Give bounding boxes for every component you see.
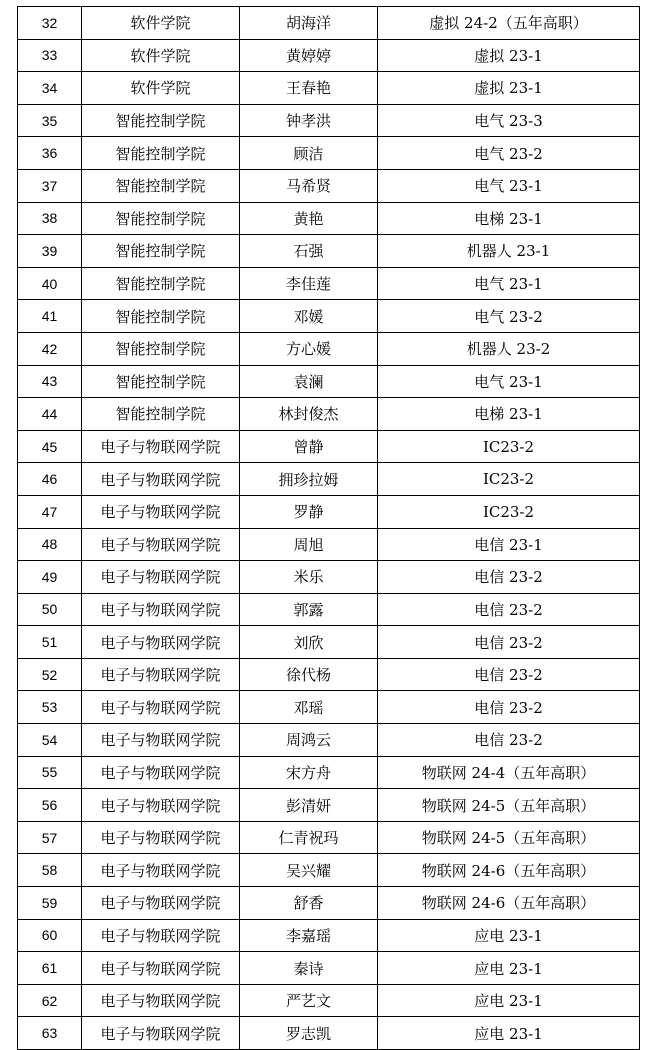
class-cell: 电信 23-2 — [378, 593, 640, 626]
row-number-cell: 45 — [18, 430, 82, 463]
student-name-cell: 林封俊杰 — [240, 398, 378, 431]
table-row — [18, 626, 640, 659]
row-number-cell: 41 — [18, 300, 82, 333]
student-name-cell: 黄婷婷 — [240, 39, 378, 72]
class-cell: 电信 23-1 — [378, 528, 640, 561]
student-name-cell: 秦诗 — [240, 952, 378, 985]
student-name-cell: 郭露 — [240, 593, 378, 626]
row-number-cell: 62 — [18, 984, 82, 1017]
table-row — [18, 789, 640, 822]
row-number-cell: 39 — [18, 235, 82, 268]
class-cell: 应电 23-1 — [378, 984, 640, 1017]
student-name-cell: 李嘉瑶 — [240, 919, 378, 952]
student-name-cell: 黄艳 — [240, 202, 378, 235]
college-cell: 智能控制学院 — [82, 332, 240, 365]
row-number-cell: 55 — [18, 756, 82, 789]
college-cell: 电子与物联网学院 — [82, 528, 240, 561]
class-cell: 电气 23-1 — [378, 267, 640, 300]
student-name-cell: 马希贤 — [240, 169, 378, 202]
table-row — [18, 463, 640, 496]
row-number-cell: 33 — [18, 39, 82, 72]
document-page — [17, 6, 640, 1050]
table-row — [18, 495, 640, 528]
college-cell: 智能控制学院 — [82, 398, 240, 431]
row-number-cell: 51 — [18, 626, 82, 659]
table-row — [18, 952, 640, 985]
college-cell: 电子与物联网学院 — [82, 561, 240, 594]
student-name-cell: 胡海洋 — [240, 7, 378, 40]
table-row — [18, 365, 640, 398]
student-name-cell: 钟孝洪 — [240, 104, 378, 137]
table-row — [18, 39, 640, 72]
college-cell: 智能控制学院 — [82, 169, 240, 202]
table-row — [18, 7, 640, 40]
class-cell: IC23-2 — [378, 495, 640, 528]
row-number-cell: 36 — [18, 137, 82, 170]
college-cell: 智能控制学院 — [82, 202, 240, 235]
row-number-cell: 47 — [18, 495, 82, 528]
college-cell: 电子与物联网学院 — [82, 756, 240, 789]
college-cell: 电子与物联网学院 — [82, 919, 240, 952]
college-cell: 智能控制学院 — [82, 300, 240, 333]
row-number-cell: 35 — [18, 104, 82, 137]
row-number-cell: 59 — [18, 887, 82, 920]
student-name-cell: 曾静 — [240, 430, 378, 463]
student-name-cell: 徐代杨 — [240, 658, 378, 691]
student-name-cell: 仁青祝玛 — [240, 821, 378, 854]
class-cell: 电信 23-2 — [378, 626, 640, 659]
row-number-cell: 44 — [18, 398, 82, 431]
student-name-cell: 宋方舟 — [240, 756, 378, 789]
college-cell: 电子与物联网学院 — [82, 984, 240, 1017]
class-cell: 电气 23-2 — [378, 300, 640, 333]
college-cell: 软件学院 — [82, 39, 240, 72]
college-cell: 软件学院 — [82, 7, 240, 40]
student-name-cell: 拥珍拉姆 — [240, 463, 378, 496]
student-name-cell: 邓媛 — [240, 300, 378, 333]
college-cell: 电子与物联网学院 — [82, 724, 240, 757]
college-cell: 电子与物联网学院 — [82, 658, 240, 691]
class-cell: 电气 23-1 — [378, 365, 640, 398]
class-cell: 物联网 24-5（五年高职） — [378, 821, 640, 854]
college-cell: 电子与物联网学院 — [82, 821, 240, 854]
class-cell: 物联网 24-6（五年高职） — [378, 854, 640, 887]
table-row — [18, 202, 640, 235]
student-name-cell: 彭清妍 — [240, 789, 378, 822]
college-cell: 电子与物联网学院 — [82, 789, 240, 822]
college-cell: 电子与物联网学院 — [82, 463, 240, 496]
table-row — [18, 104, 640, 137]
college-cell: 电子与物联网学院 — [82, 430, 240, 463]
row-number-cell: 40 — [18, 267, 82, 300]
class-cell: 应电 23-1 — [378, 1017, 640, 1050]
table-row — [18, 887, 640, 920]
table-row — [18, 267, 640, 300]
table-row — [18, 398, 640, 431]
row-number-cell: 50 — [18, 593, 82, 626]
class-cell: 物联网 24-4（五年高职） — [378, 756, 640, 789]
class-cell: 应电 23-1 — [378, 919, 640, 952]
row-number-cell: 42 — [18, 332, 82, 365]
class-cell: 电信 23-2 — [378, 561, 640, 594]
class-cell: 电梯 23-1 — [378, 202, 640, 235]
student-name-cell: 罗志凯 — [240, 1017, 378, 1050]
class-cell: IC23-2 — [378, 430, 640, 463]
row-number-cell: 57 — [18, 821, 82, 854]
row-number-cell: 54 — [18, 724, 82, 757]
table-row — [18, 756, 640, 789]
row-number-cell: 43 — [18, 365, 82, 398]
college-cell: 软件学院 — [82, 72, 240, 105]
student-name-cell: 刘欣 — [240, 626, 378, 659]
student-name-cell: 米乐 — [240, 561, 378, 594]
table-row — [18, 430, 640, 463]
row-number-cell: 56 — [18, 789, 82, 822]
row-number-cell: 49 — [18, 561, 82, 594]
row-number-cell: 53 — [18, 691, 82, 724]
class-cell: IC23-2 — [378, 463, 640, 496]
table-row — [18, 821, 640, 854]
row-number-cell: 61 — [18, 952, 82, 985]
class-cell: 电气 23-2 — [378, 137, 640, 170]
student-name-cell: 罗静 — [240, 495, 378, 528]
table-row — [18, 561, 640, 594]
class-cell: 机器人 23-1 — [378, 235, 640, 268]
student-name-cell: 周鸿云 — [240, 724, 378, 757]
student-name-cell: 周旭 — [240, 528, 378, 561]
table-row — [18, 724, 640, 757]
class-cell: 虚拟 23-1 — [378, 39, 640, 72]
class-cell: 电信 23-2 — [378, 724, 640, 757]
table-row — [18, 984, 640, 1017]
college-cell: 电子与物联网学院 — [82, 1017, 240, 1050]
table-row — [18, 854, 640, 887]
college-cell: 智能控制学院 — [82, 365, 240, 398]
class-cell: 电信 23-2 — [378, 691, 640, 724]
table-row — [18, 528, 640, 561]
class-cell: 虚拟 24-2（五年高职） — [378, 7, 640, 40]
table-row — [18, 691, 640, 724]
student-name-cell: 方心媛 — [240, 332, 378, 365]
student-name-cell: 舒香 — [240, 887, 378, 920]
class-cell: 物联网 24-6（五年高职） — [378, 887, 640, 920]
college-cell: 电子与物联网学院 — [82, 887, 240, 920]
row-number-cell: 48 — [18, 528, 82, 561]
class-cell: 电信 23-2 — [378, 658, 640, 691]
college-cell: 智能控制学院 — [82, 137, 240, 170]
table-row — [18, 593, 640, 626]
row-number-cell: 63 — [18, 1017, 82, 1050]
college-cell: 智能控制学院 — [82, 104, 240, 137]
row-number-cell: 60 — [18, 919, 82, 952]
table-row — [18, 300, 640, 333]
class-cell: 机器人 23-2 — [378, 332, 640, 365]
row-number-cell: 37 — [18, 169, 82, 202]
table-row — [18, 72, 640, 105]
class-cell: 电气 23-1 — [378, 169, 640, 202]
row-number-cell: 52 — [18, 658, 82, 691]
student-table — [17, 6, 640, 1050]
class-cell: 电梯 23-1 — [378, 398, 640, 431]
college-cell: 智能控制学院 — [82, 235, 240, 268]
row-number-cell: 34 — [18, 72, 82, 105]
class-cell: 电气 23-3 — [378, 104, 640, 137]
table-row — [18, 1017, 640, 1050]
row-number-cell: 46 — [18, 463, 82, 496]
table-row — [18, 137, 640, 170]
college-cell: 电子与物联网学院 — [82, 854, 240, 887]
row-number-cell: 32 — [18, 7, 82, 40]
college-cell: 电子与物联网学院 — [82, 691, 240, 724]
row-number-cell: 58 — [18, 854, 82, 887]
table-row — [18, 235, 640, 268]
class-cell: 虚拟 23-1 — [378, 72, 640, 105]
table-row — [18, 658, 640, 691]
college-cell: 电子与物联网学院 — [82, 626, 240, 659]
college-cell: 智能控制学院 — [82, 267, 240, 300]
college-cell: 电子与物联网学院 — [82, 495, 240, 528]
table-body — [18, 7, 640, 1050]
table-row — [18, 169, 640, 202]
student-name-cell: 王春艳 — [240, 72, 378, 105]
student-name-cell: 石强 — [240, 235, 378, 268]
student-name-cell: 李佳莲 — [240, 267, 378, 300]
student-name-cell: 吴兴耀 — [240, 854, 378, 887]
student-name-cell: 顾洁 — [240, 137, 378, 170]
table-row — [18, 332, 640, 365]
college-cell: 电子与物联网学院 — [82, 593, 240, 626]
table-row — [18, 919, 640, 952]
row-number-cell: 38 — [18, 202, 82, 235]
student-name-cell: 邓瑶 — [240, 691, 378, 724]
college-cell: 电子与物联网学院 — [82, 952, 240, 985]
class-cell: 应电 23-1 — [378, 952, 640, 985]
class-cell: 物联网 24-5（五年高职） — [378, 789, 640, 822]
student-name-cell: 袁澜 — [240, 365, 378, 398]
student-name-cell: 严艺文 — [240, 984, 378, 1017]
